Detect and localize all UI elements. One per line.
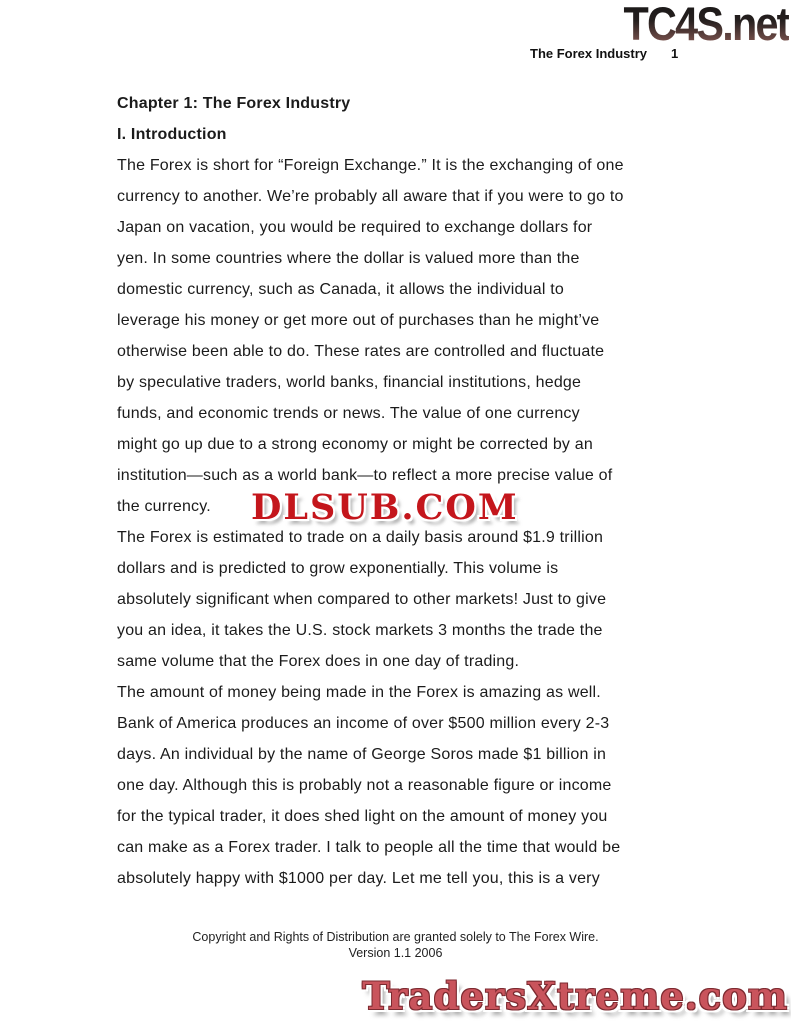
text-line: domestic currency, such as Canada, it allows the individual to <box>117 281 564 298</box>
text-line: days. An individual by the name of George Soros made $1 billion in <box>117 746 607 763</box>
text-line: might go up due to a strong economy or might be corrected by an <box>117 436 593 453</box>
page-footer <box>0 930 791 961</box>
page-number: 1 <box>671 46 679 61</box>
text-line: currency to another. We’re probably all aware that if you were to go to <box>117 188 624 205</box>
dlsub-watermark: DLSUB.COM <box>251 487 519 528</box>
text-line: The Forex is estimated to trade on a daily basis around $1.9 trillion <box>117 529 604 546</box>
copyright-notice: Copyright and Rights of Distribution are granted solely to The Forex Wire. <box>192 930 599 944</box>
text-line: leverage his money or get more out of purchases than he might’ve <box>117 312 600 329</box>
text-line: absolutely happy with $1000 per day. Let me tell you, this is a very <box>117 870 600 887</box>
text-line: same volume that the Forex does in one day of trading. <box>117 653 520 670</box>
text-line: for the typical trader, it does shed light on the amount of money you <box>117 808 608 825</box>
tradersxtreme-banner: TradersXtreme.com <box>362 974 788 1018</box>
text-line: funds, and economic trends or news. The value of one currency <box>117 405 580 422</box>
text-line: absolutely significant when compared to other markets! Just to give <box>117 591 607 608</box>
text-line: by speculative traders, world banks, financial institutions, hedge <box>117 374 582 391</box>
text-line: you an idea, it takes the U.S. stock markets 3 months the trade the <box>117 622 603 639</box>
text-line: can make as a Forex trader. I talk to people all the time that would be <box>117 839 621 856</box>
version-label: Version 1.1 2006 <box>348 945 443 960</box>
running-header-title: The Forex Industry <box>530 46 648 61</box>
text-line: Bank of America produces an income of over $500 million every 2-3 <box>117 715 610 732</box>
section-heading: I. Introduction <box>117 126 227 143</box>
text-line: Japan on vacation, you would be required to exchange dollars for <box>117 219 593 236</box>
text-line: The amount of money being made in the Forex is amazing as well. <box>117 684 601 701</box>
text-line: The Forex is short for “Foreign Exchange.” It is the exchanging of one <box>117 157 624 174</box>
text-line: yen. In some countries where the dollar is valued more than the <box>117 250 580 267</box>
text-line: the currency. <box>117 498 211 515</box>
text-line: institution—such as a world bank—to reflect a more precise value of <box>117 467 613 484</box>
text-line: otherwise been able to do. These rates are controlled and fluctuate <box>117 343 605 360</box>
text-line: one day. Although this is probably not a reasonable figure or income <box>117 777 612 794</box>
running-header <box>530 46 678 61</box>
chapter-heading: Chapter 1: The Forex Industry <box>117 95 351 112</box>
text-line: dollars and is predicted to grow exponentially. This volume is <box>117 560 559 577</box>
site-logo: TC4S.net <box>624 0 789 51</box>
